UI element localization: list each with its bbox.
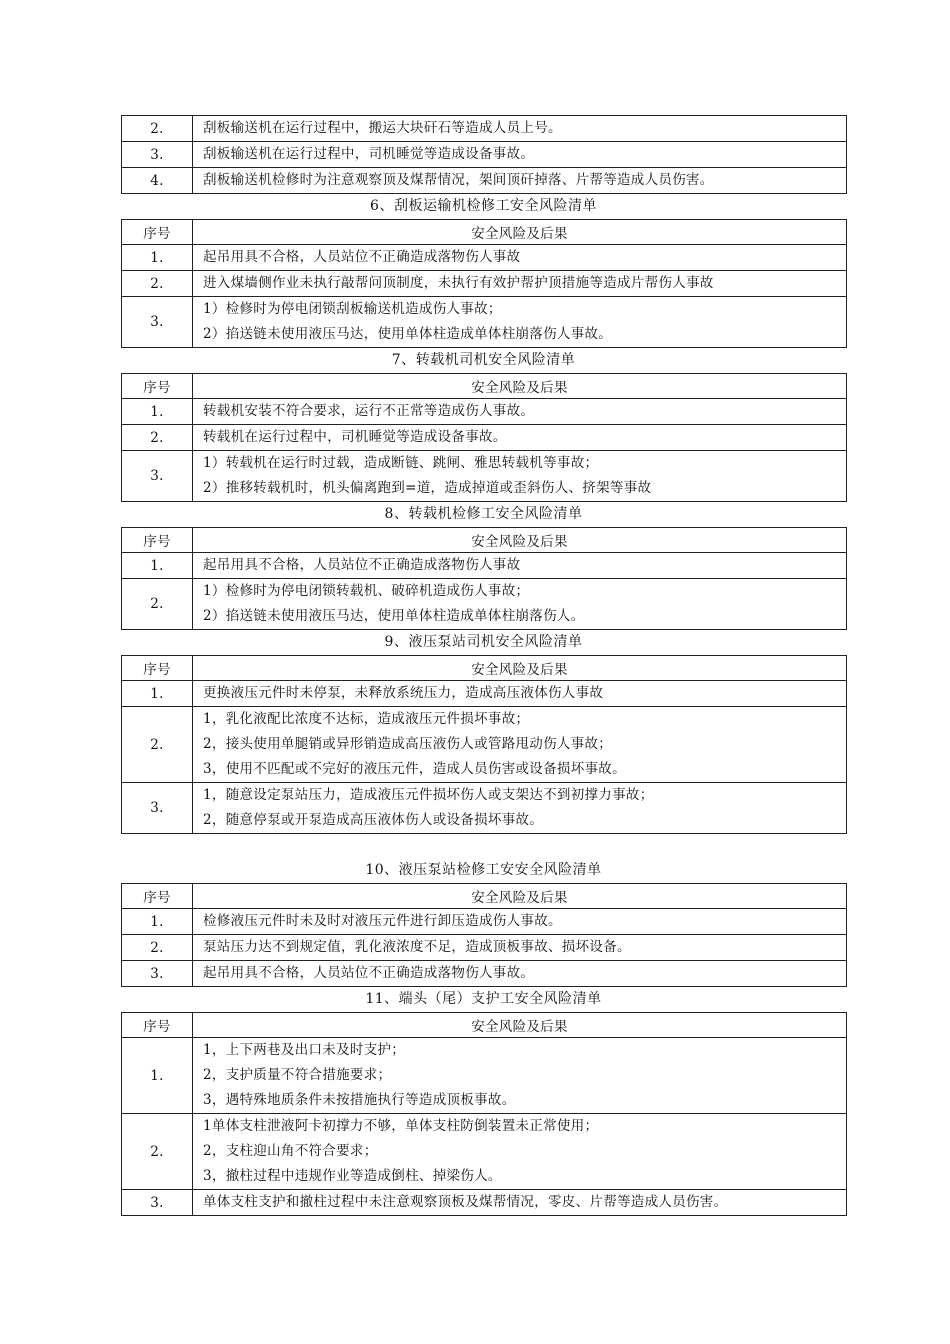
row-risk-text [193, 579, 847, 630]
header-number: 序号 [122, 528, 193, 553]
row-risk-text [193, 553, 847, 579]
risk-line: 检修液压元件时未及时对液压元件进行卸压造成伤人事故。 [203, 913, 562, 929]
risk-line: 起吊用具不合格，人员站位不正确造成落物伤人事故 [203, 557, 521, 573]
risk-table [121, 527, 847, 630]
header-risk: 安全风险及后果 [193, 1013, 847, 1038]
risk-line: 起吊用具不合格，人员站位不正确造成落物伤人事故。 [203, 965, 535, 981]
row-number: 1. [122, 399, 193, 425]
row-number: 2. [122, 116, 193, 142]
risk-table [121, 655, 847, 834]
row-risk-text [193, 399, 847, 425]
table-row [122, 142, 847, 168]
row-number: 2. [122, 579, 193, 630]
section-title: 9、液压泵站司机安全风险清单 [384, 634, 583, 650]
section-title: 10、液压泵站检修工安安全风险清单 [365, 862, 602, 878]
risk-line: 1，上下两巷及出口未及时支护； [203, 1042, 406, 1058]
row-risk-text [193, 142, 847, 168]
risk-line: 2）推移转载机时，机头偏离跑到=道，造成掉道或歪斜伤人、挤架等事故 [203, 480, 652, 496]
row-risk-text [193, 1190, 847, 1216]
risk-line: 2，接头使用单腿销或异形销造成高压液伤人或管路甩动伤人事故； [203, 736, 613, 752]
risk-line: 刮板输送机检修时为注意观察顶及煤帮情况，架间顶矸掉落、片帮等造成人员伤害。 [203, 172, 714, 188]
row-number: 2. [122, 425, 193, 451]
table-row [122, 425, 847, 451]
row-number: 3. [122, 297, 193, 348]
header-number: 序号 [122, 374, 193, 399]
table-row [122, 116, 847, 142]
header-risk: 安全风险及后果 [193, 884, 847, 909]
risk-line: 单体支柱支护和撤柱过程中未注意观察顶板及煤帮情况，零皮、片帮等造成人员伤害。 [203, 1194, 728, 1210]
risk-line: 泵站压力达不到规定值，乳化液浓度不足，造成顶板事故、损坏设备。 [203, 939, 631, 955]
table-row [122, 707, 847, 783]
row-risk-text [193, 681, 847, 707]
row-number: 3. [122, 783, 193, 834]
risk-line: 进入煤墙侧作业未执行敲帮问顶制度，未执行有效护帮护顶措施等造成片帮伤人事故 [203, 275, 714, 291]
row-risk-text [193, 1114, 847, 1190]
risk-section [121, 987, 846, 1216]
row-number: 2. [122, 935, 193, 961]
risk-line: 2）掐送链未使用液压马达，使用单体柱造成单体柱崩落伤人。 [203, 608, 585, 624]
row-number: 3. [122, 142, 193, 168]
risk-line: 更换液压元件时未停泵，未释放系统压力，造成高压液体伤人事故 [203, 685, 604, 701]
table-row [122, 271, 847, 297]
header-number: 序号 [122, 884, 193, 909]
row-number: 2. [122, 707, 193, 783]
row-risk-text [193, 707, 847, 783]
risk-table [121, 219, 847, 348]
risk-line: 2，支柱迎山角不符合要求； [203, 1143, 378, 1159]
table-row [122, 1038, 847, 1114]
risk-line: 起吊用具不合格，人员站位不正确造成落物伤人事故 [203, 249, 521, 265]
row-risk-text [193, 425, 847, 451]
table-header-row [122, 656, 847, 681]
risk-table [121, 115, 847, 194]
row-number: 1. [122, 245, 193, 271]
row-risk-text [193, 451, 847, 502]
row-number: 1. [122, 681, 193, 707]
risk-table [121, 373, 847, 502]
row-risk-text [193, 783, 847, 834]
row-risk-text [193, 271, 847, 297]
row-number: 3. [122, 1190, 193, 1216]
risk-line: 2，随意停泵或开泵造成高压液体伤人或设备损坏事故。 [203, 812, 544, 828]
risk-section [121, 834, 846, 987]
risk-line: 1，随意设定泵站压力，造成液压元件损坏伤人或支架达不到初撑力事故； [203, 787, 654, 803]
row-risk-text [193, 168, 847, 194]
table-row [122, 399, 847, 425]
header-number: 序号 [122, 220, 193, 245]
table-header-row [122, 220, 847, 245]
section-title: 7、转载机司机安全风险清单 [391, 352, 576, 368]
row-number: 4. [122, 168, 193, 194]
table-header-row [122, 1013, 847, 1038]
risk-line: 3，使用不匹配或不完好的液压元件，造成人员伤害或设备损坏事故。 [203, 761, 626, 777]
table-row [122, 168, 847, 194]
section-gap [121, 834, 846, 858]
row-risk-text [193, 961, 847, 987]
header-risk: 安全风险及后果 [193, 656, 847, 681]
risk-section [121, 630, 846, 834]
risk-section [121, 115, 846, 194]
row-risk-text [193, 1038, 847, 1114]
risk-table [121, 1012, 847, 1216]
table-row [122, 783, 847, 834]
row-risk-text [193, 935, 847, 961]
risk-table [121, 883, 847, 987]
section-title: 11、端头（尾）支护工安全风险清单 [365, 991, 602, 1007]
row-risk-text [193, 297, 847, 348]
table-row [122, 961, 847, 987]
table-header-row [122, 884, 847, 909]
row-number: 2. [122, 271, 193, 297]
row-number: 1. [122, 1038, 193, 1114]
header-risk: 安全风险及后果 [193, 220, 847, 245]
table-header-row [122, 528, 847, 553]
risk-line: 2，支护质量不符合措施要求； [203, 1067, 392, 1083]
row-risk-text [193, 116, 847, 142]
risk-line: 3，撤柱过程中违规作业等造成倒柱、掉梁伤人。 [203, 1168, 502, 1184]
risk-line: 1）检修时为停电闭锁转载机、破碎机造成伤人事故； [203, 583, 530, 599]
table-row [122, 579, 847, 630]
row-number: 1. [122, 553, 193, 579]
table-row [122, 909, 847, 935]
row-risk-text [193, 909, 847, 935]
row-number: 2. [122, 1114, 193, 1190]
risk-line: 1）检修时为停电闭锁刮板输送机造成伤人事故； [203, 301, 502, 317]
document-page [121, 115, 846, 1216]
header-risk: 安全风险及后果 [193, 374, 847, 399]
header-number: 序号 [122, 656, 193, 681]
risk-section [121, 502, 846, 630]
table-row [122, 451, 847, 502]
table-row [122, 553, 847, 579]
risk-line: 转载机在运行过程中，司机睡觉等造成设备事故。 [203, 429, 507, 445]
risk-line: 1单体支柱泄液阿卡初撑力不够，单体支柱防倒装置未正常使用； [203, 1118, 599, 1134]
header-number: 序号 [122, 1013, 193, 1038]
row-number: 1. [122, 909, 193, 935]
risk-line: 1，乳化液配比浓度不达标，造成液压元件损坏事故； [203, 711, 530, 727]
risk-section [121, 194, 846, 348]
table-row [122, 245, 847, 271]
risk-line: 刮板输送机在运行过程中，司机睡觉等造成设备事故。 [203, 146, 535, 162]
risk-line: 2）掐送链未使用液压马达，使用单体柱造成单体柱崩落伤人事故。 [203, 326, 613, 342]
table-row [122, 1114, 847, 1190]
risk-line: 转载机安装不符合要求，运行不正常等造成伤人事故。 [203, 403, 535, 419]
risk-line: 3，遇特殊地质条件未按措施执行等造成顶板事故。 [203, 1092, 516, 1108]
risk-section [121, 348, 846, 502]
section-title: 8、转载机检修工安全风险清单 [384, 506, 583, 522]
section-title: 6、刮板运输机检修工安全风险清单 [370, 198, 597, 214]
risk-line: 刮板输送机在运行过程中，搬运大块矸石等造成人员上号。 [203, 120, 562, 136]
table-row [122, 681, 847, 707]
table-row [122, 297, 847, 348]
row-risk-text [193, 245, 847, 271]
table-row [122, 935, 847, 961]
risk-line: 1）转载机在运行时过载，造成断链、跳闸、雅思转载机等事故； [203, 455, 599, 471]
row-number: 3. [122, 451, 193, 502]
table-header-row [122, 374, 847, 399]
row-number: 3. [122, 961, 193, 987]
table-row [122, 1190, 847, 1216]
header-risk: 安全风险及后果 [193, 528, 847, 553]
